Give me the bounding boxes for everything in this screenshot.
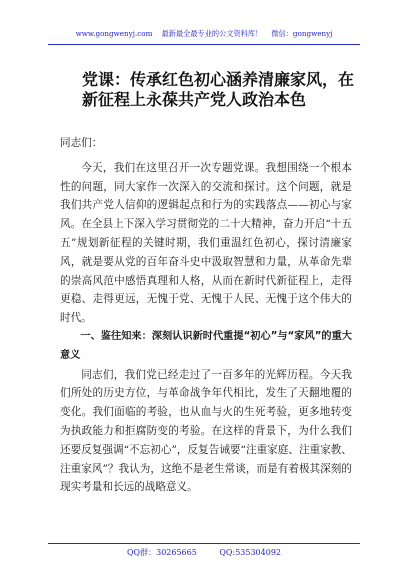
- document-title: 党课：传承红色初心涵养清廉家风，在新征程上永葆共产党人政治本色: [82, 70, 355, 109]
- header-wechat: 微信：gongwenyj: [271, 29, 333, 38]
- footer-qq-group: QQ群：30265665: [126, 548, 197, 557]
- salutation: 同志们：: [60, 137, 103, 149]
- header-divider: [48, 44, 360, 45]
- document-body: [60, 134, 352, 497]
- body-paragraph: 同志们，我们党已经走过了一百多年的光辉历程。今天我们所处的历史方位，与革命战争年代相比，发生了天翻地覆的变化。我们面临的考验，也从血与火的生死考验，更多地转变为执政能力和拒腐防变的考验。在这样的背景下，为什么我们还要反复强调“不忘初心”，反复告诫要“注重家庭、注重家教、注重家风”？我认为，这绝不是老生常谈，而是有着极其深刻的现实考量和长远的战略意义。: [60, 368, 352, 494]
- footer-qq: QQ:535304092: [219, 548, 281, 557]
- page-footer: [48, 547, 360, 558]
- header-slogan: 最新最全最专业的公文资料库！: [161, 29, 263, 38]
- page-header: [48, 28, 360, 44]
- section-heading: 一、鉴往知来：深刻认识新时代重提“初心”与“家风”的重大意义: [60, 330, 352, 361]
- footer-divider: [48, 543, 360, 544]
- header-site[interactable]: www.gongwenyj.com: [75, 29, 153, 38]
- body-paragraph: 今天，我们在这里召开一次专题党课。我想围绕一个根本性的问题，同大家作一次深入的交流和探讨。这个问题，就是我们共产党人信仰的逻辑起点和行为的实践落点——初心与家风。在全县上下深入学习贯彻党的二十大精神，奋力开启“十五五”规划新征程的关键时期，我们重温红色初心，探讨清廉家风，就是要从党的百年奋斗史中汲取智慧和力量，从革命先辈的崇高风范中感悟真理和人格，从而在新时代新征程上，走得更稳、走得更远，无愧于党、无愧于人民、无愧于这个伟大的时代。: [60, 161, 352, 325]
